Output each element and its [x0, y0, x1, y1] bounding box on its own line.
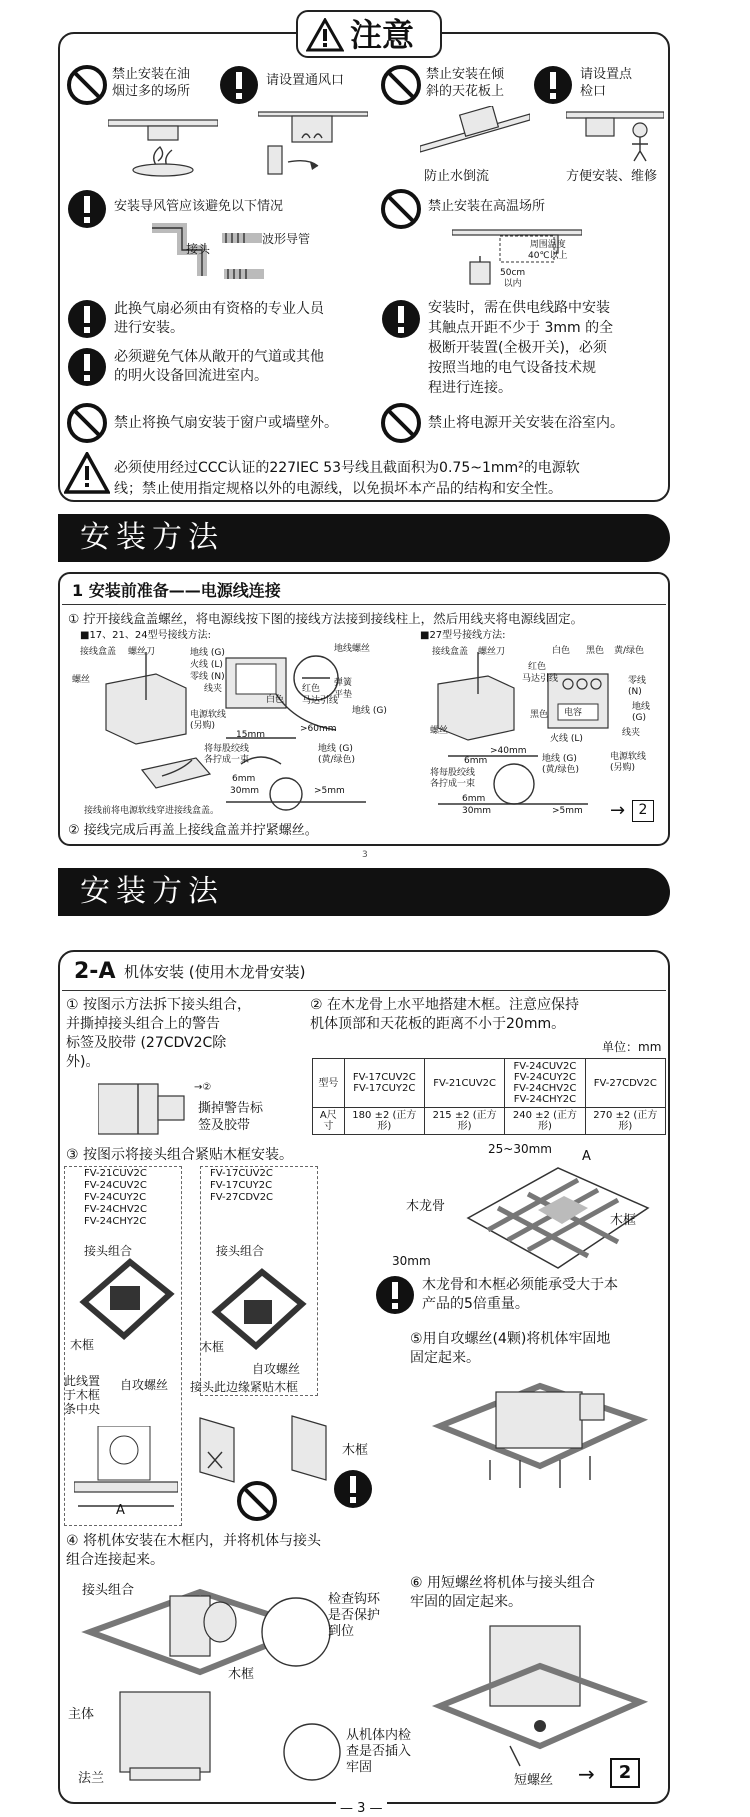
label-50cm: 50cm 以内 — [500, 268, 526, 289]
mandatory-icon — [532, 64, 574, 106]
mandatory-icon — [374, 1274, 416, 1316]
caution-no-window: 禁止将换气扇安装于窗户或墙壁外。 — [114, 415, 338, 431]
s4-text: ④ 将机体安装在木框内，并将机体与接头 组合连接起来。 — [66, 1533, 321, 1568]
caution-easy-maint: 方便安装、维修 — [566, 169, 658, 184]
section-bar-install: 安装方法 — [58, 514, 670, 562]
lbl-r-6: 黄/绿色 — [614, 646, 645, 656]
caution-title: 注意 — [350, 16, 415, 54]
prohibited-icon — [66, 402, 108, 444]
frame-joint-illustration-left — [74, 1250, 180, 1350]
step1-title: 1 安装前准备——电源线连接 — [72, 581, 281, 600]
prohibited-icon — [66, 64, 108, 106]
lbl-l-12: 马达引线 — [302, 696, 339, 706]
lbl-l-22: 接线前将电源软线穿进接线盒盖。 — [84, 806, 220, 816]
lbl-l-20: 30mm — [230, 786, 259, 796]
lbl-r-17: 地线 (G) (黄/绿色) — [542, 754, 580, 775]
lbl-l-4: 火线 (L) — [190, 660, 223, 670]
lbl-r-16: 将每股绞线 各拧成一束 — [430, 768, 476, 789]
prohibited-icon — [236, 1480, 278, 1522]
lbl-l-19: 6mm — [232, 774, 256, 784]
prohibited-icon — [380, 402, 422, 444]
lbl-r-8: 地线 (G) — [632, 702, 651, 723]
s3-lbl-0: 接头组合 — [84, 1244, 133, 1258]
next-arrow-icon: → — [578, 1762, 595, 1786]
lbl-l-13: 地线 (G) — [352, 706, 387, 716]
body-install-illustration — [80, 1572, 370, 1792]
caution-no-heat: 禁止安装在高温场所 — [428, 199, 546, 214]
access-hole-illustration — [566, 106, 664, 164]
lbl-l-21: >5mm — [314, 786, 345, 796]
step1-sub-right: ■27型号接线方法: — [420, 630, 506, 641]
lbl-r-2: 红色 — [528, 662, 547, 672]
lbl-l-3: 地线 (G) — [190, 648, 225, 658]
s1-text: ① 按图示方法拆下接头组合， 并撕掉接头组合上的警告 标签及胶带 (27CDV2C除 外)。 — [66, 997, 252, 1070]
oily-place-illustration — [108, 110, 218, 180]
lbl-l-17: 将每股绞线 各拧成一束 — [204, 744, 250, 765]
caution-qualified: 此换气扇必须由有资格的专业人员 进行安装。 — [114, 301, 324, 336]
lbl-r-1: 螺丝刀 — [478, 647, 506, 657]
s6-text: ⑥ 用短螺丝将机体与接头组合 牢固的固定起来。 — [410, 1575, 596, 1610]
s3-lbl-3: 自攻螺丝 — [120, 1378, 169, 1392]
step1-sub-left: ■17、21、24型号接线方法: — [80, 630, 211, 641]
caution-vent: 请设置通风口 — [266, 73, 345, 88]
step1-line2: ② 接线完成后再盖上接线盒盖并拧紧螺丝。 — [68, 823, 318, 838]
s3-lbl-7: 接头此边缘紧贴木框 — [190, 1380, 299, 1394]
lbl-r-14: >40mm — [490, 746, 527, 756]
caution-title-badge — [296, 10, 442, 58]
frame-lbl-1: A — [582, 1149, 591, 1164]
s3-lbl-6: 自攻螺丝 — [252, 1362, 301, 1376]
next-page-box: 2 — [610, 1758, 640, 1788]
frame-lbl-2: 木龙骨 — [406, 1199, 446, 1214]
models-right: FV-17CUV2C FV-17CUY2C FV-27CDV2C — [210, 1168, 274, 1203]
lbl-r-21: >5mm — [552, 806, 583, 816]
next-page-box: 2 — [632, 800, 654, 822]
size-table — [312, 1058, 666, 1135]
section-bar-install-2: 安装方法 — [58, 868, 670, 916]
lbl-l-8: 弹簧 — [334, 678, 353, 688]
table-header-cell: FV-27CDV2C — [585, 1059, 665, 1108]
s1-arrow: →② — [194, 1082, 212, 1093]
lbl-l-18: 地线 (G) (黄/绿色) — [318, 744, 356, 765]
lbl-l-0: 接线盒盖 — [80, 647, 117, 657]
s5-text: ⑤用自攻螺丝(4颗)将机体牢固地 固定起来。 — [410, 1331, 611, 1366]
table-header-cell: FV-17CUV2C FV-17CUY2C — [344, 1059, 424, 1108]
step2-title: 机体安装 (使用木龙骨安装) — [124, 963, 306, 981]
s1-label: 撕掉警告标 签及胶带 — [198, 1101, 264, 1133]
caution-cord-spec: 必须使用经过CCC认证的227IEC 53号线且截面积为0.75~1mm²的电源软 线；禁止使用指定规格以外的电源线，以免损坏本产品的结构和安全性。 — [114, 460, 580, 497]
lbl-r-3: 马达引线 — [522, 674, 559, 684]
s3-text: ③ 按图示将接头组合紧贴木框安装。 — [66, 1147, 294, 1163]
label-flex-duct: 波形导管 — [262, 232, 311, 246]
caution-switch: 安装时，需在供电线路中安装 其触点开距不少于 3mm 的全 极断开装置(全极开关)，必须 按照当地的电气设备技术规 程进行连接。 — [428, 300, 614, 396]
label-joint: 接头 — [186, 242, 211, 256]
caution-access: 请设置点 检口 — [580, 67, 633, 99]
caution-backflow-gas: 必须避免气体从敞开的气道或其他 的明火设备回流进室内。 — [114, 349, 324, 384]
table-header-cell: FV-24CUV2C FV-24CUY2C FV-24CHV2C FV-24CHY2C — [505, 1059, 585, 1108]
s3-lbl-9: 木框 — [342, 1443, 369, 1458]
lbl-r-10: 电容 — [564, 708, 583, 718]
s3-lbl-8: A — [116, 1503, 125, 1518]
table-cell: A尺寸 — [313, 1108, 345, 1135]
s3-lbl-4: 接头组合 — [216, 1244, 265, 1258]
mandatory-icon — [66, 298, 108, 340]
lbl-r-4: 白色 — [552, 646, 571, 656]
lbl-r-13: 螺丝 — [430, 726, 449, 736]
table-header-cell: FV-21CUV2C — [424, 1059, 504, 1108]
page-mark: 3 — [362, 850, 368, 860]
short-screw-illustration — [430, 1616, 650, 1776]
s4-lbl-3: 主体 — [68, 1707, 95, 1722]
caution-no-oily: 禁止安装在油 烟过多的场所 — [112, 67, 191, 99]
s4-lbl-4: 法兰 — [78, 1771, 105, 1786]
lbl-r-20: 30mm — [462, 806, 491, 816]
page-number: — 3 — — [336, 1800, 387, 1817]
label-ambient-temp: 周围温度 40℃以上 — [528, 240, 568, 261]
lbl-l-6: 线夹 — [204, 684, 223, 694]
s4-lbl-5: 从机体内检 查是否插入 牢固 — [346, 1728, 412, 1775]
lbl-l-14: 电源软线 (另购) — [190, 710, 227, 731]
s4-lbl-0: 接头组合 — [82, 1583, 135, 1598]
table-header-cell: 型号 — [313, 1059, 345, 1108]
warn-load: 木龙骨和木框必须能承受大于本 产品的5倍重量。 — [422, 1277, 618, 1312]
table-cell: 215 ±2 (正方形) — [424, 1108, 504, 1135]
lbl-r-18: 电源软线 (另购) — [610, 752, 647, 773]
step1-line1: ① 拧开接线盒盖螺丝，将电源线按下图的接线方法接到接线柱上，然后用线夹将电源线固定。 — [68, 611, 584, 626]
mandatory-icon — [332, 1468, 374, 1510]
s3-lbl-2: 此线置 于木框 条中央 — [64, 1374, 101, 1416]
s2-text: ② 在木龙骨上水平地搭建木框。注意应保持 机体顶部和天花板的距离不小于20mm。 — [310, 997, 579, 1032]
mandatory-icon — [66, 188, 108, 230]
lbl-r-11: 线夹 — [622, 728, 641, 738]
joint-side-illustration — [194, 1412, 254, 1488]
lbl-r-15: 6mm — [464, 756, 488, 766]
s3-lbl-1: 木框 — [70, 1338, 95, 1352]
vent-illustration — [258, 106, 368, 180]
caution-no-bath-switch: 禁止将电源开关安装在浴室内。 — [428, 415, 624, 431]
lbl-r-9: 黑色 — [530, 710, 549, 720]
frame-lbl-3: 木框 — [610, 1213, 637, 1228]
models-left: FV-21CUV2C FV-24CUV2C FV-24CUY2C FV-24CHV2C FV-24CHY2C — [84, 1168, 148, 1227]
frame-lbl-4: 30mm — [392, 1254, 431, 1268]
s6-label: 短螺丝 — [514, 1773, 554, 1788]
lbl-l-7: 地线螺丝 — [334, 644, 371, 654]
caution-duct: 安装导风管应该避免以下情况 — [114, 199, 284, 214]
lbl-l-1: 螺丝刀 — [128, 647, 156, 657]
lbl-l-10: 白色 — [266, 695, 285, 705]
prohibited-icon — [380, 64, 422, 106]
next-arrow-icon: → — [610, 800, 626, 821]
mandatory-icon — [380, 298, 422, 340]
lbl-l-11: 红色 — [302, 684, 321, 694]
lbl-r-7: 零线 (N) — [628, 676, 647, 697]
frame-lbl-0: 25~30mm — [488, 1142, 552, 1156]
lbl-l-16: >60mm — [300, 724, 337, 734]
table-cell: 240 ±2 (正方形) — [505, 1108, 585, 1135]
lbl-r-12: 火线 (L) — [550, 734, 583, 744]
lbl-l-15: 15mm — [236, 730, 265, 740]
caution-no-backflow: 防止水倒流 — [424, 169, 490, 184]
s4-lbl-1: 检查钩环 是否保护 到位 — [328, 1592, 381, 1639]
fix-body-illustration — [430, 1376, 650, 1506]
lbl-l-9: 平垫 — [334, 690, 353, 700]
mandatory-icon — [66, 346, 108, 388]
s3-lbl-5: 木框 — [200, 1340, 225, 1354]
warning-triangle-icon — [306, 18, 344, 52]
step2-title-num: 2-A — [74, 959, 116, 984]
joint-removal-illustration — [98, 1082, 208, 1138]
unit-label: 单位：mm — [602, 1040, 662, 1054]
caution-no-sloped: 禁止安装在倾 斜的天花板上 — [426, 67, 505, 99]
lbl-l-2: 螺丝 — [72, 675, 91, 685]
lbl-r-0: 接线盒盖 — [432, 647, 469, 657]
lbl-l-5: 零线 (N) — [190, 672, 225, 682]
table-cell: 270 ±2 (正方形) — [585, 1108, 665, 1135]
table-cell: 180 ±2 (正方形) — [344, 1108, 424, 1135]
warning-triangle-icon — [64, 452, 110, 494]
prohibited-icon — [380, 188, 422, 230]
lbl-r-19: 6mm — [462, 794, 486, 804]
center-line-illustration — [74, 1426, 178, 1516]
lbl-r-5: 黑色 — [586, 646, 605, 656]
mandatory-icon — [218, 64, 260, 106]
s4-lbl-2: 木框 — [228, 1667, 255, 1682]
slope-illustration — [420, 106, 530, 156]
